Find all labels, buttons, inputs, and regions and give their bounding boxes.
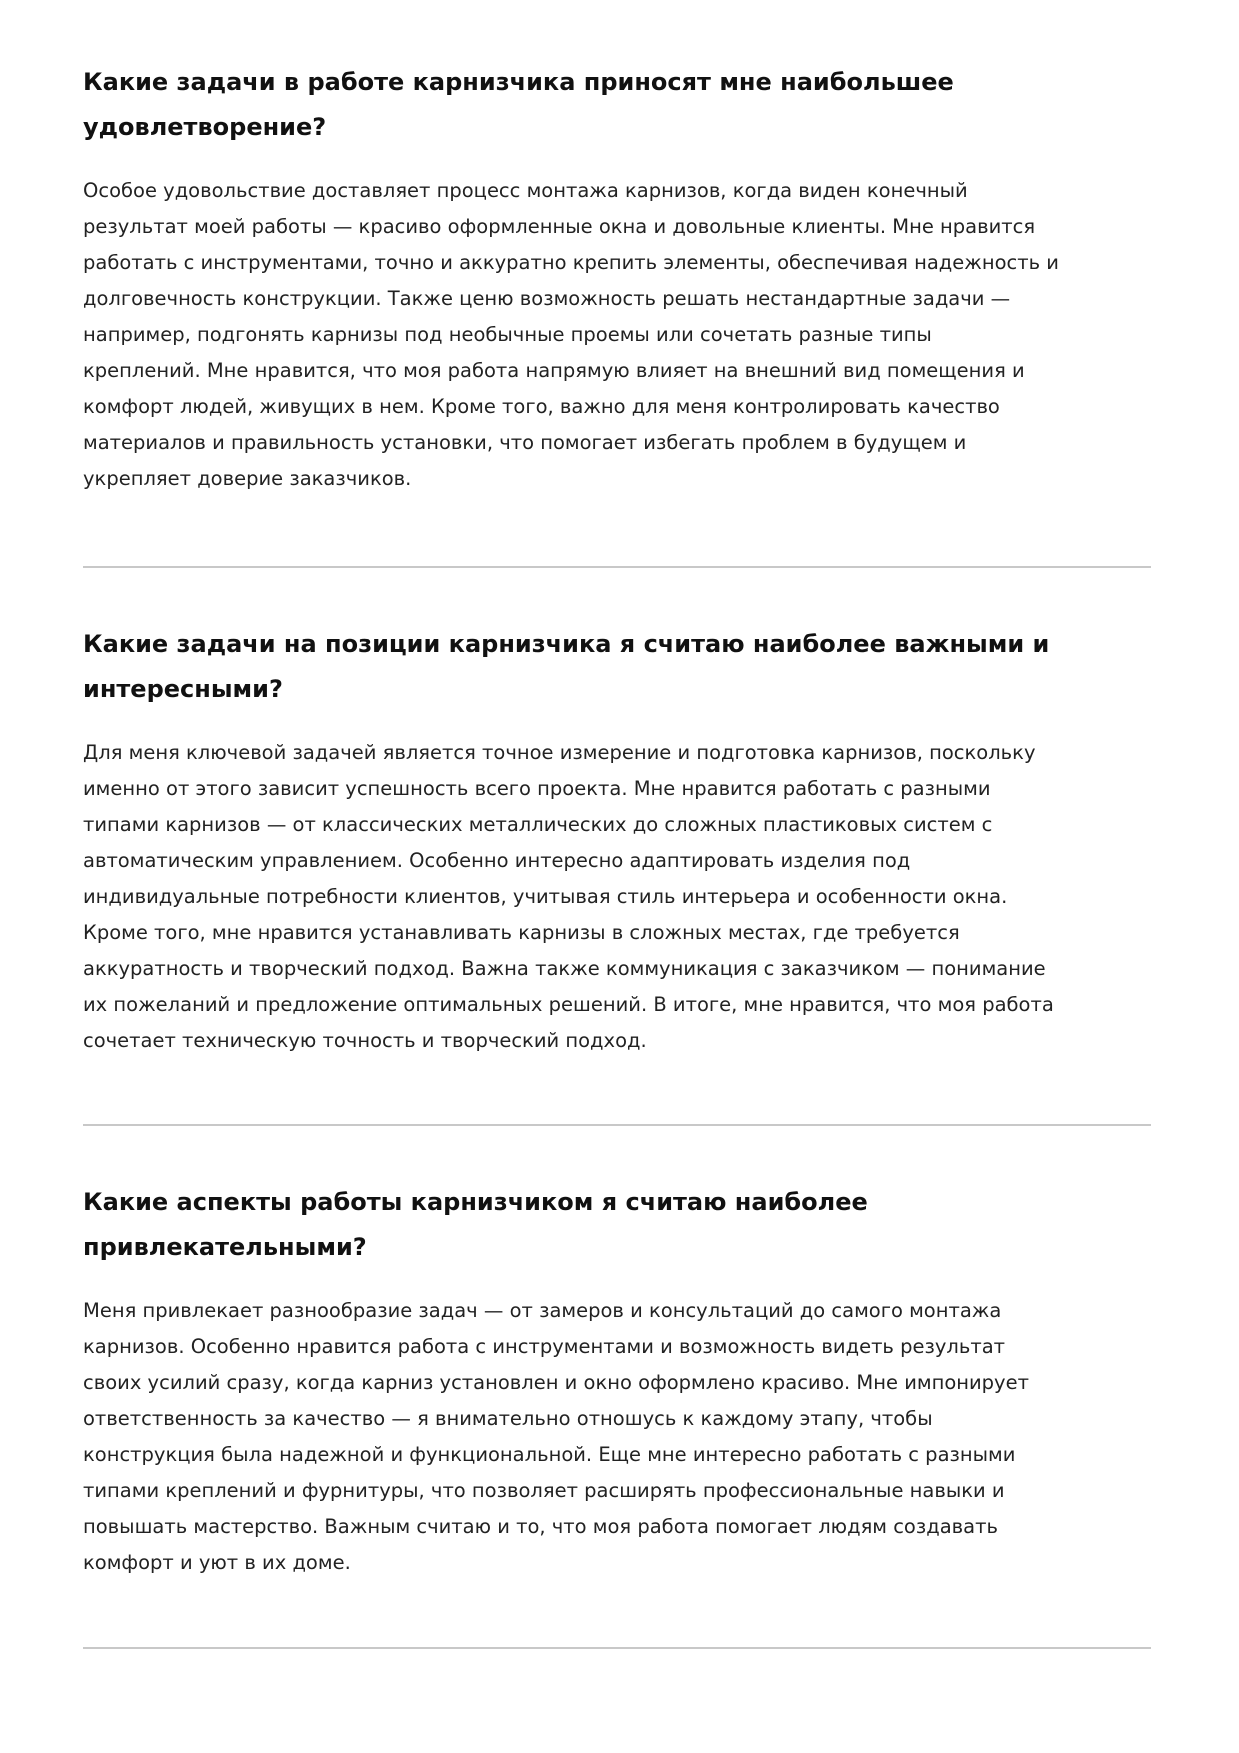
divider (83, 566, 1151, 568)
section-heading: Какие задачи на позиции карнизчика я считаю наиболее важными и интересными? (83, 630, 1050, 703)
section-paragraph: Особое удовольствие доставляет процесс монтажа карнизов, когда виден конечный результат моей работы — красиво оформленные окна и довольные клиенты. Мне нравится работать с инструментами, точно и аккуратно крепить элементы, обеспечивая надежность и долговечность конструкции. Также ценю возможность решать нестандартные задачи — например, подгонять карнизы под необычные проемы или сочетать разные типы креплений. Мне нравится, что моя работа напрямую влияет на внешний вид помещения и комфорт людей, живущих в нем. Кроме того, важно для меня контролировать качество материалов и правильность установки, что помогает избегать проблем в будущем и укрепляет доверие заказчиков. (83, 179, 1059, 490)
section-2 (83, 622, 1151, 1059)
section-3 (83, 1180, 1151, 1581)
section-heading: Какие задачи в работе карнизчика приносят мне наибольшее удовлетворение? (83, 68, 954, 141)
section-paragraph: Для меня ключевой задачей является точное измерение и подготовка карнизов, поскольку именно от этого зависит успешность всего проекта. Мне нравится работать с разными типами карнизов — от классических металлических до сложных пластиковых систем с автоматическим управлением. Особенно интересно адаптировать изделия под индивидуальные потребности клиентов, учитывая стиль интерьера и особенности окна. Кроме того, мне нравится устанавливать карнизы в сложных местах, где требуется аккуратность и творческий подход. Важна также коммуникация с заказчиком — понимание их пожеланий и предложение оптимальных решений. В итоге, мне нравится, что моя работа сочетает техническую точность и творческий подход. (83, 741, 1054, 1052)
divider (83, 1124, 1151, 1126)
divider (83, 1647, 1151, 1649)
section-heading: Какие аспекты работы карнизчиком я считаю наиболее привлекательными? (83, 1188, 868, 1261)
section-paragraph: Меня привлекает разнообразие задач — от замеров и консультаций до самого монтажа карнизов. Особенно нравится работа с инструментами и возможность видеть результат своих усилий сразу, когда карниз установлен и окно оформлено красиво. Мне импонирует ответственность за качество — я внимательно отношусь к каждому этапу, чтобы конструкция была надежной и функциональной. Еще мне интересно работать с разными типами креплений и фурнитуры, что позволяет расширять профессиональные навыки и повышать мастерство. Важным считаю и то, что моя работа помогает людям создавать комфорт и уют в их доме. (83, 1299, 1029, 1574)
section-1 (83, 60, 1151, 497)
